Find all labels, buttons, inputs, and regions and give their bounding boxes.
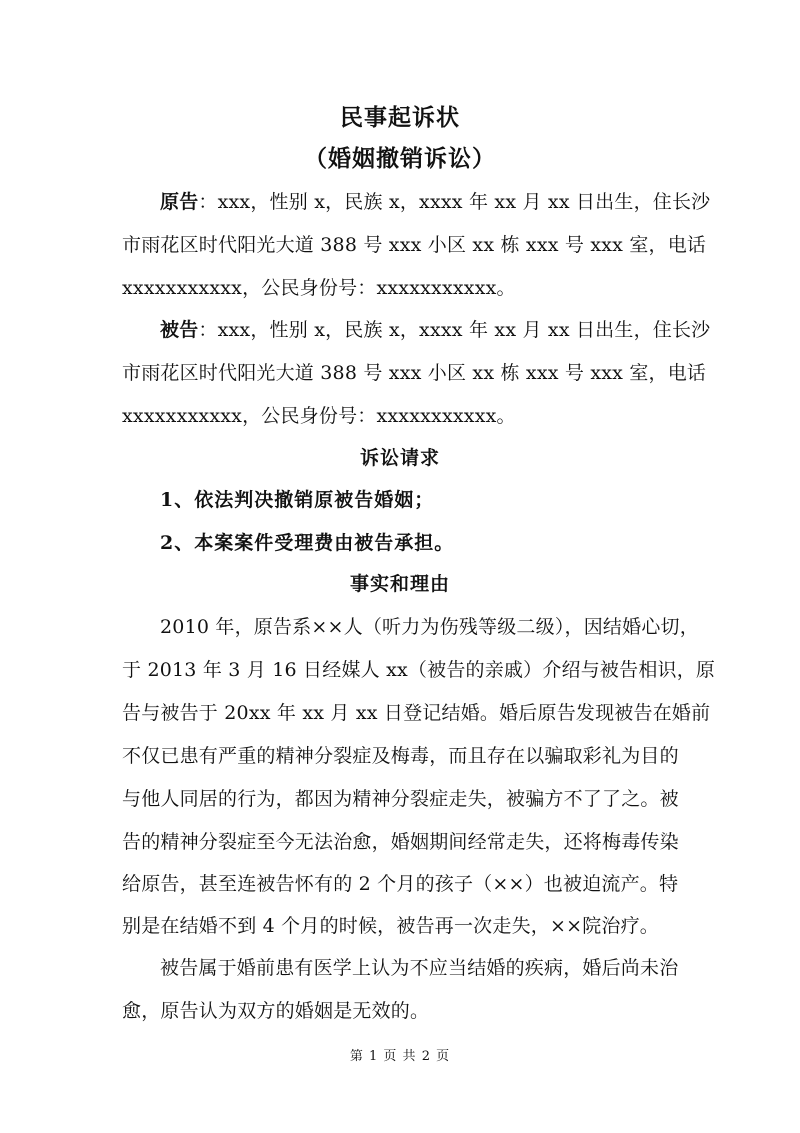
- defendant-line-3: xxxxxxxxxxx，公民身份号：xxxxxxxxxxx。: [122, 405, 516, 427]
- facts-line: 2010 年，原告系××人（听力为伤残等级二级），因结婚心切，: [160, 616, 699, 638]
- page-footer: 第 1 页 共 2 页: [349, 1049, 451, 1064]
- plaintiff-text-1: ：xxx，性别 x，民族 x，xxxx 年 xx 月 xx 日出生，住长沙: [198, 191, 711, 213]
- plaintiff-line-1: [160, 188, 720, 216]
- document-subtitle: （婚姻撤销诉讼）: [304, 145, 496, 172]
- claim-item-2: 2、本案案件受理费由被告承担。: [160, 532, 455, 554]
- document-title: 民事起诉状: [340, 104, 460, 131]
- defendant-label: 被告: [160, 319, 199, 341]
- defendant-text-1: ：xxx，性别 x，民族 x，xxxx 年 xx 月 xx 日出生，住长沙: [198, 319, 711, 341]
- facts-line: 与他人同居的行为，都因为精神分裂症走失，被骗方不了了之。被: [122, 788, 679, 810]
- facts-line: 告与被告于 20xx 年 xx 月 xx 日登记结婚。婚后原告发现被告在婚前: [122, 702, 711, 724]
- claim-item-1: 1、依法判决撤销原被告婚姻；: [160, 489, 435, 511]
- claims-heading: 诉讼请求: [359, 447, 440, 469]
- facts-line: 愈，原告认为双方的婚姻是无效的。: [122, 1000, 430, 1022]
- facts-line: 别是在结婚不到 4 个月的时候，被告再一次走失，××院治疗。: [122, 915, 660, 937]
- facts-line: 于 2013 年 3 月 16 日经媒人 xx（被告的亲戚）介绍与被告相识，原: [122, 659, 716, 681]
- defendant-line-2: 市雨花区时代阳光大道 388 号 xxx 小区 xx 栋 xxx 号 xxx 室，电话: [122, 362, 707, 384]
- facts-line: 告的精神分裂症至今无法治愈，婚姻期间经常走失，还将梅毒传染: [122, 831, 679, 853]
- facts-heading: 事实和理由: [349, 573, 450, 595]
- plaintiff-line-2: 市雨花区时代阳光大道 388 号 xxx 小区 xx 栋 xxx 号 xxx 室，电话: [122, 234, 707, 256]
- facts-line: 被告属于婚前患有医学上认为不应当结婚的疾病，婚后尚未治: [160, 957, 679, 979]
- facts-line: 不仅已患有严重的精神分裂症及梅毒，而且存在以骗取彩礼为目的: [122, 745, 679, 767]
- plaintiff-label: 原告: [160, 191, 199, 213]
- plaintiff-line-3: xxxxxxxxxxx，公民身份号：xxxxxxxxxxx。: [122, 277, 516, 299]
- facts-line: 给原告，甚至连被告怀有的 2 个月的孩子（××）也被迫流产。特: [122, 873, 679, 895]
- defendant-line-1: [160, 316, 720, 344]
